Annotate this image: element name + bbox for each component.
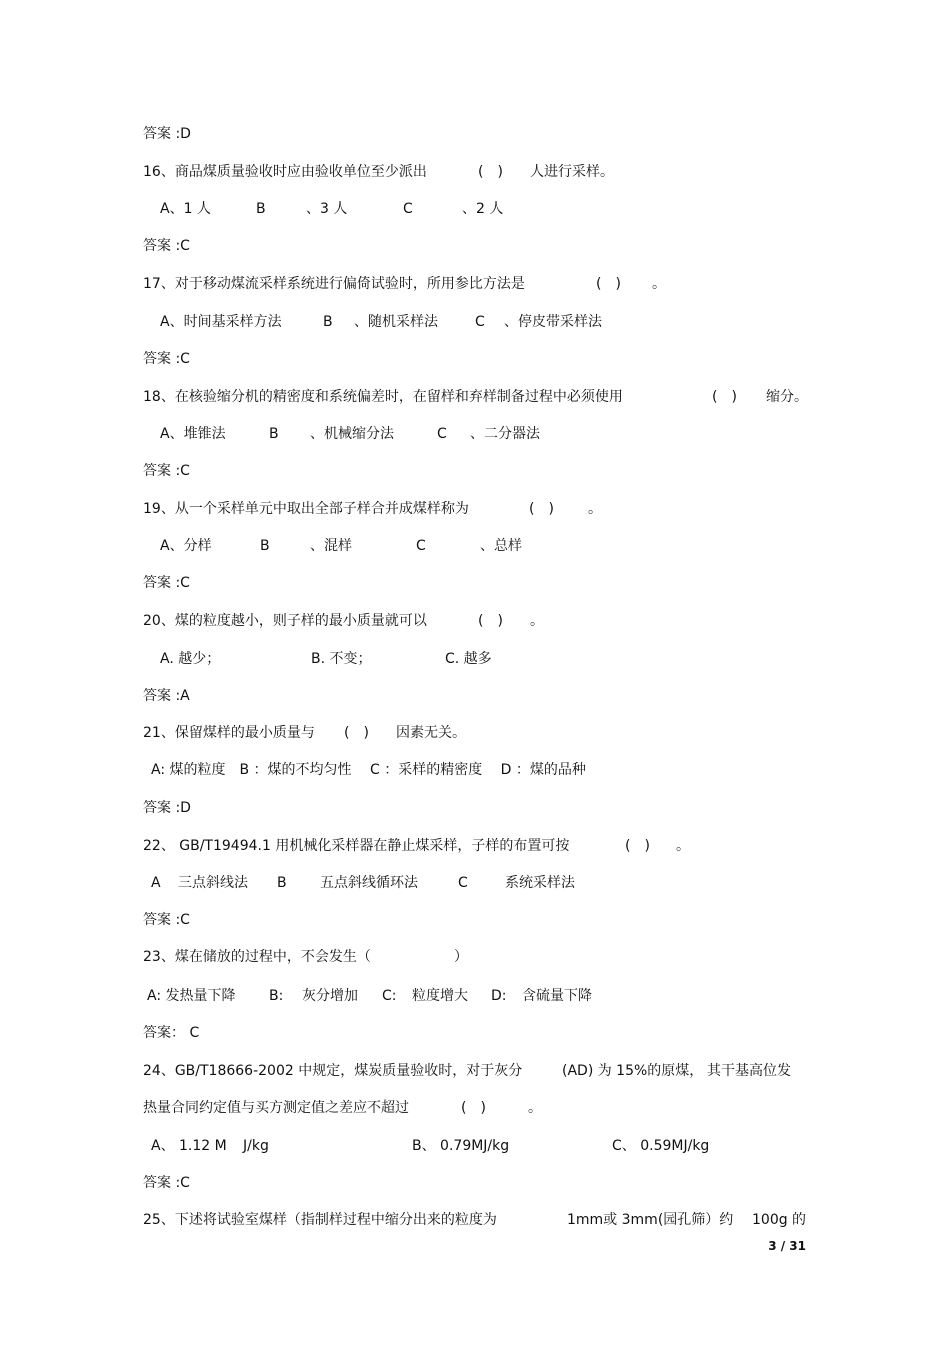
question-24-option-a: A、 1.12 M [151,1138,227,1154]
question-18-tail: 缩分。 [766,389,808,405]
question-17-option-c: 、停皮带采样法 [504,314,602,330]
question-16-blank: ( ) [478,164,503,180]
question-23-option-b: 灰分增加 [302,988,358,1004]
question-19-option-a: A、分样 [160,538,212,554]
question-20-stem: 20、煤的粒度越小，则子样的最小质量就可以 [143,613,427,629]
question-23-option-c-letter: C: [382,988,397,1004]
question-23-option-b-letter: B: [269,988,284,1004]
question-22-option-b-letter: B [277,875,287,891]
question-22-stem: 22、 GB/T19494.1 用机械化采样器在静止煤采样，子样的布置可按 [143,838,570,854]
question-24-stem-part3: 其干基高位发 [707,1063,791,1079]
question-16-option-c: 、2 人 [462,201,504,217]
question-18-blank: ( ) [712,389,737,405]
question-24-option-c: C、 0.59MJ/kg [612,1138,710,1154]
question-18-option-a: A、堆锥法 [160,426,226,442]
question-17-tail: 。 [652,276,666,292]
question-21-tail: 因素无关。 [396,725,466,741]
answer-16: 答案 :C [143,238,190,254]
question-16-option-b-letter: B [256,201,266,217]
question-20-option-a: A. 越少； [160,651,221,667]
question-24-stem-part2: (AD) 为 15%的原煤， [562,1063,704,1079]
question-22-tail: 。 [676,838,690,854]
question-16-option-a: A、1 人 [160,201,211,217]
question-20-option-c: C. 越多 [445,651,492,667]
question-16-tail: 人进行采样。 [530,164,614,180]
question-24-tail: 。 [528,1100,542,1116]
question-23-option-c: 粒度增大 [412,988,468,1004]
question-20-tail: 。 [530,613,544,629]
answer-19: 答案 :C [143,575,190,591]
question-25-tail-part2: 100g 的 [752,1212,807,1228]
question-22-option-a: 三点斜线法 [178,875,248,891]
question-17-option-b: 、随机采样法 [354,314,438,330]
question-24-stem-part1: 24、GB/T18666-2002 中规定，煤炭质量验收时，对于灰分 [143,1063,523,1079]
question-18-option-c-letter: C [437,426,447,442]
question-17-option-c-letter: C [475,314,485,330]
page-number: 3 / 31 [768,1239,806,1253]
question-17-stem: 17、对于移动煤流采样系统进行偏倚试验时，所用参比方法是 [143,276,525,292]
question-22-option-c: 系统采样法 [505,875,575,891]
question-17-option-a: A、时间基采样方法 [160,314,282,330]
question-19-option-c: 、总样 [480,538,522,554]
question-24-stem-line2: 热量合同约定值与买方测定值之差应不超过 [143,1100,409,1116]
question-23-option-d-letter: D: [491,988,507,1004]
question-19-option-b: 、混样 [310,538,352,554]
question-23-option-a: A: 发热量下降 [147,988,236,1004]
question-18-stem: 18、在核验缩分机的精密度和系统偏差时，在留样和弃样制备过程中必须使用 [143,389,623,405]
answer-20: 答案 :A [143,688,190,704]
question-19-option-c-letter: C [416,538,426,554]
answer-23: 答案： C [143,1025,200,1041]
question-24-option-b: B、 0.79MJ/kg [412,1138,510,1154]
question-18-option-b: 、机械缩分法 [310,426,394,442]
question-16-stem: 16、商品煤质量验收时应由验收单位至少派出 [143,164,427,180]
question-23-tail: ） [454,949,468,965]
question-24-option-a-unit: J/kg [243,1138,269,1154]
question-19-blank: ( ) [529,501,554,517]
question-22-option-b: 五点斜线循环法 [320,875,418,891]
question-17-blank: ( ) [596,276,621,292]
question-21-stem: 21、保留煤样的最小质量与 [143,725,315,741]
answer-21: 答案 :D [143,800,191,816]
question-19-stem: 19、从一个采样单元中取出全部子样合并成煤样称为 [143,501,469,517]
answer-22: 答案 :C [143,912,190,928]
question-18-option-b-letter: B [269,426,279,442]
answer-18: 答案 :C [143,463,190,479]
question-20-option-b: B. 不变； [311,651,372,667]
question-18-option-c: 、二分器法 [470,426,540,442]
question-21-options: A: 煤的粒度 B ：煤的不均匀性 C ：采样的精密度 D ：煤的品种 [151,762,586,778]
question-22-option-c-letter: C [458,875,468,891]
question-19-option-b-letter: B [260,538,270,554]
question-25-stem: 25、下述将试验室煤样（指制样过程中缩分出来的粒度为 [143,1212,497,1228]
answer-17: 答案 :C [143,351,190,367]
question-21-blank: ( ) [344,725,369,741]
question-23-option-d: 含硫量下降 [522,988,592,1004]
question-16-option-b: 、3 人 [306,201,348,217]
answer-24: 答案 :C [143,1175,190,1191]
question-17-option-b-letter: B [323,314,333,330]
question-16-option-c-letter: C [403,201,413,217]
answer-15: 答案 :D [143,126,191,142]
question-22-option-a-letter: A [151,875,161,891]
question-20-blank: ( ) [478,613,503,629]
question-22-blank: ( ) [625,838,650,854]
question-23-stem: 23、煤在储放的过程中，不会发生（ [143,949,371,965]
question-24-blank: ( ) [461,1100,486,1116]
question-19-tail: 。 [588,501,602,517]
question-25-tail-part1: 1mm或 3mm(园孔筛）约 [567,1212,734,1228]
